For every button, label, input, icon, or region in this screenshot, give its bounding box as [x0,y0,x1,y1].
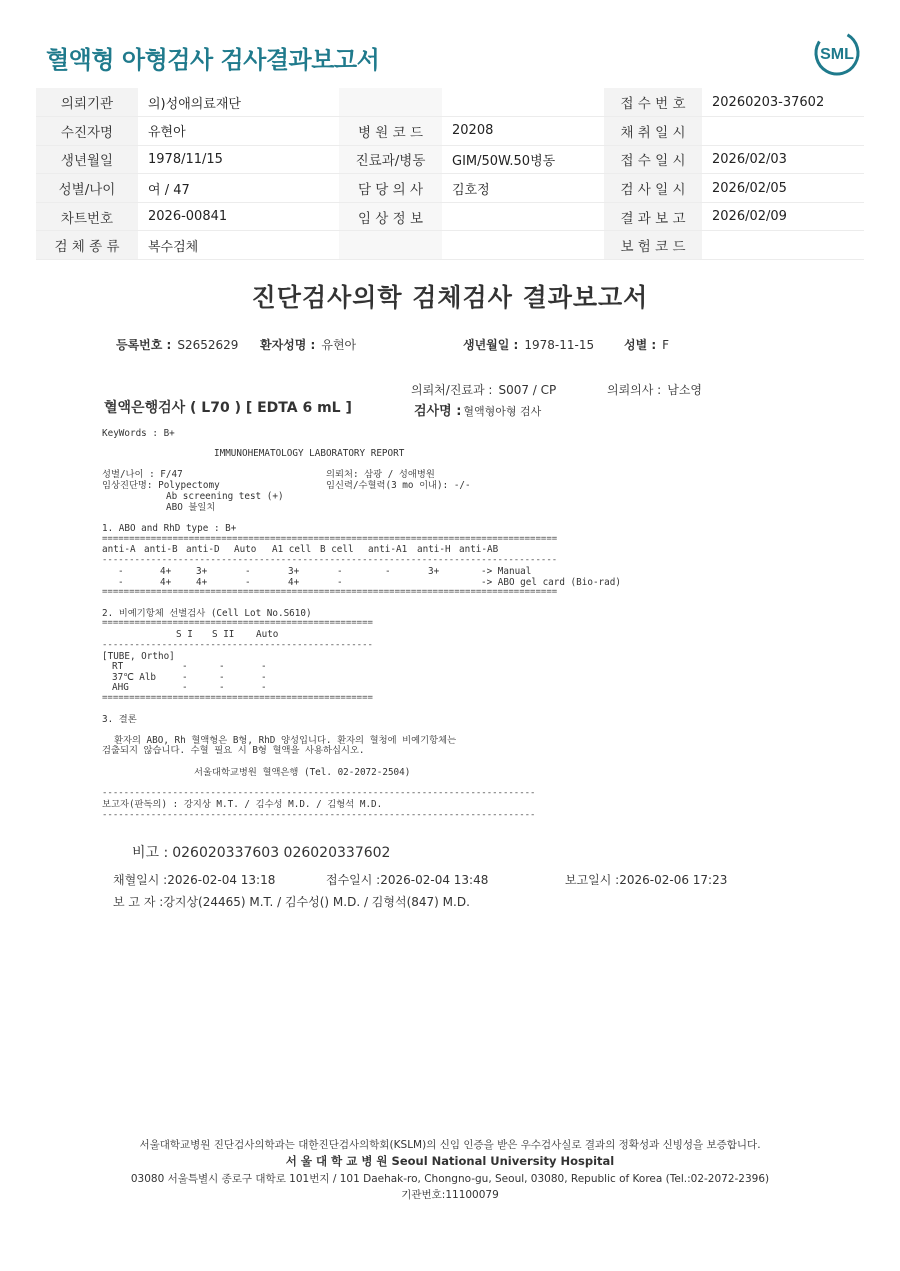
double-rule: ==================================================================================== [102,534,558,544]
info-value: 2026/02/03 [702,145,864,174]
reporter: 보 고 자 :강지상(24465) M.T. / 김수성() M.D. / 김형석(847) M.D. [113,895,470,909]
info-value: 여 / 47 [138,174,339,203]
document-title: 혈액형 아형검사 검사결과보고서 [46,46,380,74]
info-label [339,88,442,117]
abo-cell: - [337,566,343,577]
abo-column-header: anti-AB [459,544,499,555]
patient-name: 환자성명 : 유현아 [260,338,357,352]
antibody-cell: - [219,671,225,683]
sml-logo [812,28,862,78]
info-value: GIM/50W.50병동 [442,145,604,174]
info-label: 검 체 종 류 [36,231,138,260]
sex-age-line: 성별/나이 : F/47 [102,469,183,480]
info-value: 복수검체 [138,231,339,260]
abo-method: -> ABO gel card (Bio-rad) [481,576,621,588]
antibody-cell: - [261,661,267,672]
hospital-name: 서 울 대 학 교 병 원 Seoul National University Hospital [285,1154,615,1168]
institution-number: 기관번호:11100079 [401,1189,499,1201]
blood-bank-test-title: 혈액은행검사 ( L70 ) [ EDTA 6 mL ] [104,400,352,416]
conclusion-line-1: 환자의 ABO, Rh 혈액형은 B형, RhD 양성입니다. 환자의 혈청에 비예기항체는 [114,735,457,746]
antibody-column-header: S II [212,629,235,640]
info-label: 수진자명 [36,117,138,146]
info-label: 담 당 의 사 [339,174,442,203]
patient-sex: 성별 : F [624,338,670,352]
info-label: 보 험 코 드 [604,231,702,260]
antibody-cell: - [182,682,188,693]
antibody-cell: - [261,671,267,683]
antibody-phase: 37℃ Alb [112,671,157,683]
info-row [36,88,864,117]
info-label: 검 사 일 시 [604,174,702,203]
info-label: 채 취 일 시 [604,117,702,146]
double-rule: ================================================== [102,693,373,703]
exam-name: 검사명 : 혈액형아형 검사 [414,404,542,419]
info-row [36,231,864,260]
antibody-cell: - [182,661,188,672]
abo-column-header: anti-D [186,544,220,555]
info-label: 의뢰기관 [36,88,138,117]
info-label: 생년월일 [36,145,138,174]
info-row [36,174,864,203]
pregnancy-transfusion-line: 임신력/수혈력(3 mo 이내): -/- [326,480,471,491]
info-label [339,231,442,260]
single-rule: -------------------------------------------------------------------------------- [102,810,536,820]
report-title: 진단검사의학 검체검사 결과보고서 [251,283,649,312]
abo-column-header: anti-A [102,544,136,555]
antibody-cell: - [219,661,225,672]
info-label: 결 과 보 고 [604,202,702,231]
info-row [36,145,864,174]
antibody-column-header: S I [176,629,193,640]
info-value [702,231,864,260]
hospital-address: 03080 서울특별시 종로구 대학로 101번지 / 101 Daehak-ro, Chongno-gu, Seoul, 03080, Republic of Korea (Tel.:02-2072-2396) [130,1173,770,1185]
abo-column-header: A1 cell [272,544,312,555]
single-rule: ------------------------------------------------------------------------------------ [102,555,558,565]
info-value: 20208 [442,117,604,146]
info-label: 차트번호 [36,202,138,231]
info-label: 성별/나이 [36,174,138,203]
antibody-method: [TUBE, Ortho] [102,651,175,662]
abo-cell: 3+ [428,566,440,577]
birth-date: 생년월일 : 1978-11-15 [463,338,595,352]
referral-line: 의뢰처: 삼광 / 성애병원 [326,469,435,480]
abo-cell: - [245,576,251,588]
abo-cell: 4+ [160,566,172,577]
antibody-column-header: Auto [256,629,279,640]
double-rule: ==================================================================================== [102,587,558,597]
referring-doctor: 의뢰의사 : 남소영 [607,383,703,397]
diagnosis-line: 임상진단명: Polypectomy [102,480,220,491]
logo-text: SML [820,46,854,63]
double-rule: ================================================== [102,618,373,628]
abo-section-title: 1. ABO and RhD type : B+ [102,523,237,534]
info-value [442,88,604,117]
abo-cell: - [337,576,343,588]
remark: 비고 : 026020337603 026020337602 [132,845,391,861]
antibody-cell: - [182,671,188,683]
single-rule: -------------------------------------------------- [102,640,373,650]
single-rule: -------------------------------------------------------------------------------- [102,788,536,798]
info-value: 2026/02/09 [702,202,864,231]
accreditation-statement: 서울대학교병원 진단검사의학과는 대한진단검사의학회(KSLM)의 신임 인증을 받은 우수검사실로 결과의 정확성과 신빙성을 보증합니다. [139,1139,761,1151]
abo-cell: 4+ [288,576,300,588]
conclusion-section-title: 3. 결론 [102,714,137,725]
abo-column-header: B cell [320,544,354,555]
abo-cell: 3+ [196,566,208,577]
abo-column-header: anti-H [417,544,451,555]
report-datetime: 보고일시 :2026-02-06 17:23 [565,873,728,887]
abo-column-header: Auto [234,544,257,555]
info-value: 유현아 [138,117,339,146]
receipt-datetime: 접수일시 :2026-02-04 13:48 [326,873,489,887]
antibody-cell: - [219,682,225,693]
abo-cell: - [118,576,124,588]
abo-method: -> Manual [481,566,532,577]
abo-column-header: anti-B [144,544,178,555]
abo-cell: - [245,566,251,577]
info-row [36,117,864,146]
info-label: 병 원 코 드 [339,117,442,146]
abo-cell: 4+ [160,576,172,588]
registration-number: 등록번호 : S2652629 [116,338,239,352]
antibody-phase: RT [112,661,124,672]
abo-cell: - [118,566,124,577]
collection-datetime: 채혈일시 :2026-02-04 13:18 [113,873,276,887]
info-value [442,231,604,260]
info-value [702,117,864,146]
antibody-cell: - [261,682,267,693]
info-row [36,202,864,231]
info-label: 진료과/병동 [339,145,442,174]
info-value: 1978/11/15 [138,145,339,174]
info-value: 김호정 [442,174,604,203]
antibody-section-title: 2. 비예기항체 선별검사 (Cell Lot No.S610) [102,608,312,619]
lab-report-header: IMMUNOHEMATOLOGY LABORATORY REPORT [214,448,405,459]
referring-department: 의뢰처/진료과 : S007 / CP [411,383,557,397]
abo-cell: 3+ [288,566,300,577]
abo-cell: 4+ [196,576,208,588]
abo-column-header: anti-A1 [368,544,408,555]
info-value: 2026-00841 [138,202,339,231]
info-value [442,202,604,231]
diagnosis-line-2: Ab screening test (+) [166,491,284,502]
abo-cell: - [385,566,391,577]
info-label: 접 수 번 호 [604,88,702,117]
info-value: 20260203-37602 [702,88,864,117]
diagnosis-line-3: ABO 불일치 [166,502,216,513]
keywords: KeyWords : B+ [102,428,175,439]
antibody-phase: AHG [112,682,129,693]
patient-info-table [36,88,864,260]
conclusion-line-2: 검출되지 않습니다. 수혈 필요 시 B형 혈액을 사용하십시오. [102,745,365,756]
info-value: 2026/02/05 [702,174,864,203]
info-label: 접 수 일 시 [604,145,702,174]
reporter-line: 보고자(판독의) : 강지상 M.T. / 김수성 M.D. / 김형석 M.D. [102,799,383,810]
info-label: 임 상 정 보 [339,202,442,231]
blood-bank-contact: 서울대학교병원 혈액은행 (Tel. 02-2072-2504) [194,767,411,778]
info-value: 의)성애의료재단 [138,88,339,117]
